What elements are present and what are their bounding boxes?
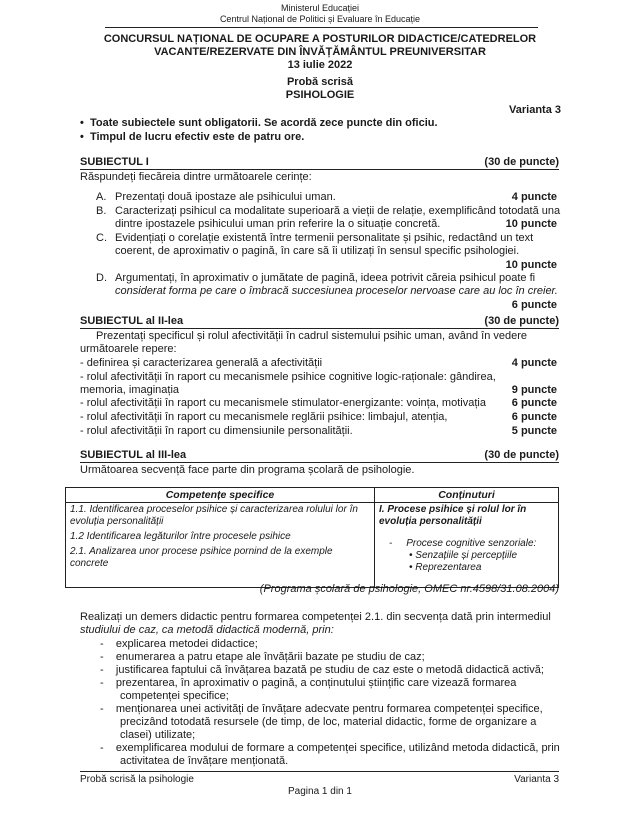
table-header-contents: Conținuturi (375, 488, 559, 503)
subiect2-title: SUBIECTUL al II-lea (80, 315, 184, 327)
subiect2-points: (30 de puncte) (484, 315, 559, 327)
subiect1-intro: Răspundeți fiecăreia dintre următoarele cerințe: (80, 171, 312, 183)
subiect3-points: (30 de puncte) (484, 449, 559, 461)
item-c-letter: C. (96, 232, 107, 244)
probe-type: Probă scrisă (286, 76, 354, 88)
task-line-1: Realizați un demers didactic pentru formarea competenței 2.1. din secvența dată prin intermediul (80, 611, 551, 623)
subiect1-title: SUBIECTUL I (80, 156, 149, 168)
task-line-2: studiului de caz, ca metodă didactică modernă, prin: (80, 624, 334, 636)
competence-1-2: 1.2 Identificarea legăturilor între procesele psihice (70, 531, 291, 542)
footer-variant: Varianta 3 (514, 774, 559, 785)
title-line-2: VACANTE/REZERVATE DIN ÎNVĂȚĂMÂNTUL PREUNIVERSITAR (154, 46, 486, 58)
header-divider (105, 27, 538, 28)
subiect2-item-4-points: 6 puncte (511, 411, 557, 423)
content-subtitle: - Procese cognitive senzoriale: (389, 538, 537, 549)
item-a-letter: A. (96, 191, 107, 203)
subiect1-points: (30 de puncte) (484, 156, 559, 168)
curriculum-source: (Programa școlară de psihologie, OMEC nr.4598/31.08.2004) (259, 583, 559, 595)
task-bullet-5-cont-1: precizând totodată resursele (de timp, de loc, material didactic, forme de organizare a (120, 716, 537, 728)
task-bullet-4-cont: competenței specifice; (120, 690, 229, 702)
rule-2: • Timpul de lucru efectiv este de patru ore. (80, 131, 305, 143)
subiect3-title: SUBIECTUL al III-lea (80, 449, 187, 461)
item-c-points: 10 puncte (505, 259, 557, 271)
task-bullet-6: - exemplificarea modului de formare a competenței specifice, utilizând metoda didactică, prin (100, 742, 560, 754)
subiect3-underline (80, 462, 559, 463)
item-c-line-1: Evidențiați o corelație existentă între termenii personalitate și psihic, redactând un text (115, 232, 534, 244)
subiect2-item-2: - rolul afectivității în raport cu mecanismele psihice cognitive logic-raționale: gândirea, (80, 371, 496, 383)
item-c-line-2: coerent, de aproximativ o pagină, în care să îi utilizați în sensul specific psihologiei. (115, 245, 520, 257)
subiect2-underline (80, 328, 559, 329)
center-name: Centrul Național de Politici și Evaluare în Educație (219, 14, 421, 24)
task-bullet-4: - prezentarea, în aproximativ o pagină, a conținutului științific care vizează formarea (100, 677, 517, 689)
rule-1: • Toate subiectele sunt obligatorii. Se acordă zece puncte din oficiu. (80, 117, 438, 129)
subiect2-item-3-points: 6 puncte (511, 397, 557, 409)
task-bullet-2: - enumerarea a patru etape ale învățării bazate pe studiu de caz; (100, 651, 425, 663)
table-contents-cell (375, 503, 559, 588)
subiect2-intro-1: Prezentați specificul și rolul afectivității în cadrul sistemului psihic uman, având în vedere (96, 330, 528, 342)
variant-label: Varianta 3 (509, 104, 561, 116)
task-bullet-3: - justificarea faptului că învățarea bazată pe studiu de caz este o metodă didactică activă; (100, 664, 544, 676)
title-line-1: CONCURSUL NAȚIONAL DE OCUPARE A POSTURILOR DIDACTICE/CATEDRELOR (103, 33, 537, 45)
table-competences-cell (66, 503, 375, 588)
item-b-letter: B. (96, 205, 107, 217)
exam-date: 13 iulie 2022 (287, 59, 353, 71)
subiect2-item-2b: memoria, imaginația (80, 384, 180, 396)
page-number: Pagina 1 din 1 (288, 786, 352, 797)
subject-name: PSIHOLOGIE (285, 89, 355, 101)
item-d-line-1: Argumentați, în aproximativ o jumătate de pagină, ideea potrivit căreia psihicul poate fi (115, 272, 536, 284)
subiect1-underline (80, 169, 559, 170)
subiect3-intro: Următoarea secvență face parte din programa școlară de psihologie. (80, 464, 415, 476)
item-a-points: 4 puncte (511, 191, 557, 203)
item-d-letter: D. (96, 272, 107, 284)
subiect2-intro-2: următoarele repere: (80, 343, 177, 355)
task-bullet-6-cont: activitatea de învățare menționată. (120, 755, 289, 767)
item-d-line-2: considerat forma pe care o îmbracă succesiunea proceselor nervoase care au loc în creier. (115, 285, 558, 297)
subiect2-item-3: - rolul afectivității în raport cu mecanismele stimulator-energizante: voința, motivația (80, 397, 486, 409)
subiect2-item-4: - rolul afectivității în raport cu mecanismele reglării psihice: limbajul, atenția, (80, 411, 448, 423)
subiect2-item-1-points: 4 puncte (511, 357, 557, 369)
content-bullet-2: • Reprezentarea (409, 562, 482, 573)
subiect2-item-5-points: 5 puncte (511, 425, 557, 437)
footer-divider (80, 771, 559, 772)
item-d-points: 6 puncte (511, 299, 557, 311)
content-bullet-1: • Senzațiile și percepțiile (409, 550, 517, 561)
subiect2-item-5: - rolul afectivității în raport cu dimensiunile personalității. (80, 425, 353, 437)
item-b-line-2: dintre ipostazele psihicului uman prin referire la o situație concretă. (115, 218, 441, 230)
item-b-points: 10 puncte (505, 218, 557, 230)
task-bullet-1: - explicarea metodei didactice; (100, 638, 258, 650)
curriculum-table (65, 487, 559, 588)
competence-2-1: 2.1. Analizarea unor procese psihice pornind de la exemple concrete (70, 546, 333, 569)
task-bullet-5-cont-2: clasei) utilizate; (120, 729, 196, 741)
subiect2-item-2-points: 9 puncte (511, 384, 557, 396)
content-title: I. Procese psihice și rolul lor în evoluția personalității (379, 504, 527, 527)
footer-left: Probă scrisă la psihologie (80, 774, 194, 785)
subiect2-item-1: - definirea și caracterizarea generală a afectivității (80, 357, 323, 369)
task-bullet-5: - menționarea unei activități de învățare adecvate pentru formarea competenței specifice, (100, 703, 543, 715)
item-b-line-1: Caracterizați psihicul ca modalitate superioară a vieții de relație, exemplificând totodată una (115, 205, 561, 217)
competence-1-1: 1.1. Identificarea proceselor psihice și caracterizarea rolului lor în evoluția personalității (70, 504, 358, 527)
item-a-text: Prezentați două ipostaze ale psihicului uman. (115, 191, 336, 203)
ministry-name: Ministerul Educației (280, 3, 360, 13)
table-header-competences: Competențe specifice (66, 488, 375, 503)
